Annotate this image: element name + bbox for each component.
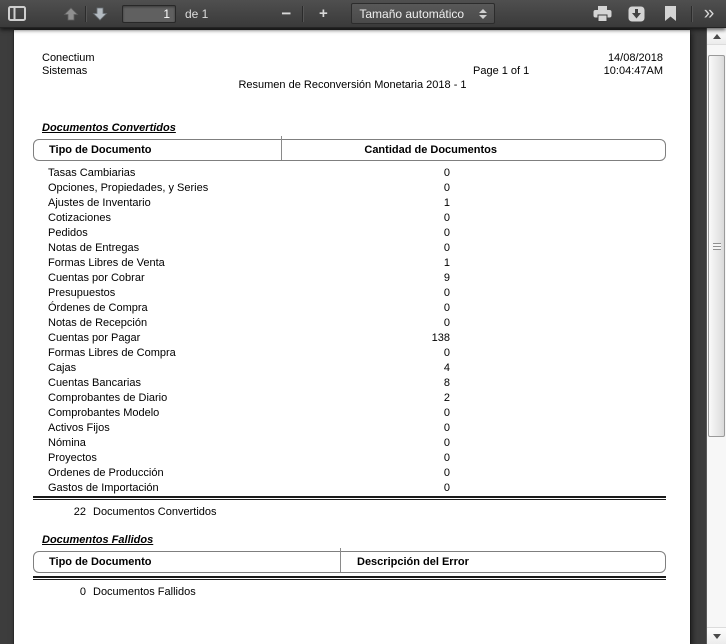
table-row [33,211,666,226]
failed-total-value: 0 [79,586,86,598]
previous-page-button[interactable] [59,3,83,25]
row-count-value: 2 [443,392,450,404]
row-type-label: Opciones, Propiedades, y Series [48,182,209,194]
plus-icon: + [318,5,328,22]
sidebar-toggle-button[interactable] [5,3,29,25]
column-divider [281,136,282,160]
row-type-label: Notas de Entregas [48,242,140,254]
row-count-value: 0 [443,167,450,179]
row-type-label: Formas Libres de Compra [48,347,176,359]
report-title: Resumen de Reconversión Monetaria 2018 - 1 [238,79,467,91]
report-date: 14/08/2018 [607,52,663,64]
page-number-input[interactable] [122,5,176,23]
minus-icon: − [281,4,292,23]
bookmark-icon [664,6,677,21]
zoom-level-value: Tamaño automático [359,6,465,21]
converted-total-rule [33,496,666,500]
table-row [33,286,666,301]
zoom-in-button[interactable] [311,3,335,25]
pdf-toolbar [0,0,726,28]
converted-table-header [33,139,666,161]
download-button[interactable] [624,3,648,25]
scrollbar-grip-icon [713,243,721,250]
column-divider [340,548,341,572]
printer-icon [593,6,612,22]
row-type-label: Presupuestos [48,287,116,299]
page-count-label: de 1 [185,6,209,21]
row-count-value: 1 [443,257,450,269]
table-row [33,256,666,271]
row-count-value: 0 [443,482,450,494]
row-count-value: 138 [431,332,450,344]
download-icon [628,6,645,22]
table-row [33,331,666,346]
select-spinner-icon [479,9,487,19]
table-row [33,196,666,211]
row-type-label: Cotizaciones [48,212,111,224]
table-row [33,406,666,421]
row-count-value: 1 [443,197,450,209]
table-row [33,481,666,496]
table-row [33,301,666,316]
row-type-label: Comprobantes Modelo [48,407,160,419]
column-header-type: Tipo de Documento [49,144,152,156]
table-row [33,166,666,181]
row-type-label: Pedidos [48,227,88,239]
row-type-label: Activos Fijos [48,422,110,434]
triangle-down-icon [713,634,721,639]
row-type-label: Órdenes de Compra [48,302,148,314]
scrollbar-thumb[interactable] [708,55,725,437]
table-row [33,316,666,331]
row-count-value: 0 [443,467,450,479]
converted-total-row [33,506,690,519]
toolbar-separator [302,6,303,22]
row-type-label: Proyectos [48,452,97,464]
scroll-up-button[interactable] [707,28,726,45]
failed-total-row [33,586,690,599]
converted-total-label: Documentos Convertidos [93,506,217,518]
toolbar-separator [85,6,86,22]
table-row [33,181,666,196]
row-count-value: 0 [443,227,450,239]
more-tools-button[interactable] [697,3,721,25]
sidebar-panel-icon [8,6,26,21]
zoom-out-button[interactable] [274,3,298,25]
viewer-area [0,28,706,644]
row-count-value: 0 [443,422,450,434]
column-header-count: Cantidad de Documentos [364,144,497,156]
table-row [33,271,666,286]
row-type-label: Cuentas por Pagar [48,332,141,344]
row-count-value: 8 [443,377,450,389]
table-row [33,466,666,481]
table-row [33,436,666,451]
row-count-value: 0 [443,212,450,224]
row-count-value: 0 [443,437,450,449]
row-count-value: 0 [443,407,450,419]
row-type-label: Cuentas Bancarias [48,377,141,389]
row-count-value: 0 [443,302,450,314]
row-type-label: Cuentas por Cobrar [48,272,145,284]
scroll-down-button[interactable] [707,627,726,644]
print-button[interactable] [590,3,614,25]
double-chevron-icon: » [703,2,715,24]
failed-section-heading: Documentos Fallidos [42,534,154,546]
pdf-page [14,30,690,644]
row-count-value: 0 [443,347,450,359]
failed-table-header [33,551,666,573]
row-count-value: 0 [443,287,450,299]
row-count-value: 9 [443,272,450,284]
company-name: Conectium [42,52,95,64]
row-count-value: 0 [443,317,450,329]
table-row [33,391,666,406]
row-type-label: Cajas [48,362,77,374]
row-type-label: Formas Libres de Venta [48,257,165,269]
arrow-up-icon [63,7,79,21]
failed-total-label: Documentos Fallidos [93,586,196,598]
row-type-label: Ajustes de Inventario [48,197,151,209]
department-name: Sistemas [42,65,88,77]
table-row [33,241,666,256]
converted-total-value: 22 [73,506,86,518]
vertical-scrollbar[interactable] [706,28,726,644]
row-type-label: Gastos de Importación [48,482,159,494]
column-header-type: Tipo de Documento [49,556,152,568]
table-row [33,361,666,376]
row-type-label: Nómina [48,437,86,449]
failed-total-rule [33,576,666,580]
toolbar-separator [691,6,692,22]
page-label: Page 1 of 1 [473,65,530,77]
row-type-label: Ordenes de Producción [48,467,164,479]
report-time: 10:04:47AM [603,65,663,77]
triangle-up-icon [713,34,721,39]
row-count-value: 0 [443,182,450,194]
row-count-value: 0 [443,452,450,464]
table-row [33,226,666,241]
bookmark-button[interactable] [658,3,682,25]
row-count-value: 0 [443,242,450,254]
converted-section-heading: Documentos Convertidos [42,122,176,134]
row-type-label: Tasas Cambiarias [48,167,136,179]
zoom-level-select[interactable] [351,3,495,24]
converted-table-rows [33,166,666,496]
table-row [33,421,666,436]
table-row [33,346,666,361]
column-header-error: Descripción del Error [357,556,469,568]
row-type-label: Comprobantes de Diario [48,392,168,404]
table-row [33,451,666,466]
report-header [42,52,663,92]
row-type-label: Notas de Recepción [48,317,148,329]
table-row [33,376,666,391]
next-page-button[interactable] [88,3,112,25]
arrow-down-icon [92,7,108,21]
row-count-value: 4 [443,362,450,374]
